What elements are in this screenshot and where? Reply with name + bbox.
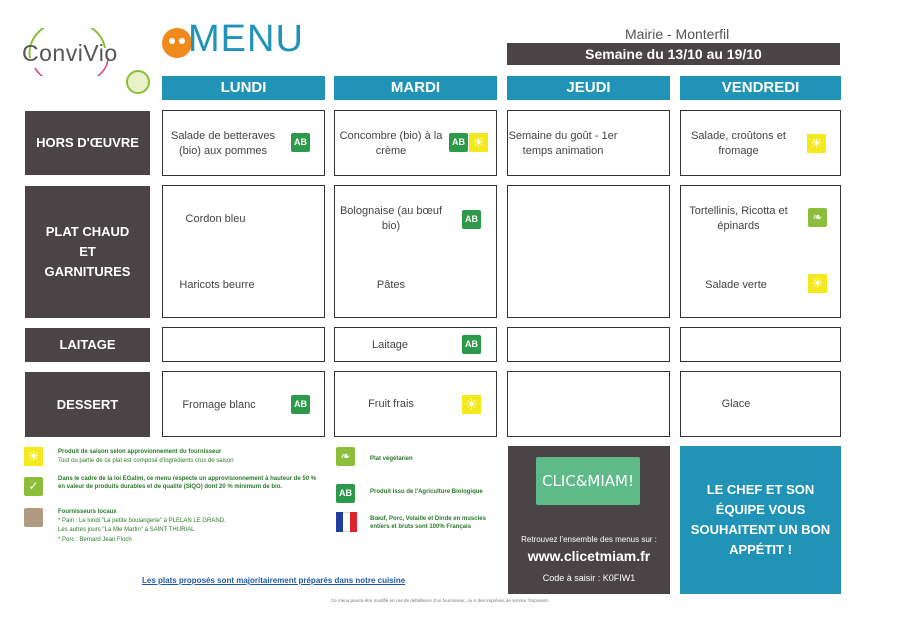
day-header-mardi: MARDI — [334, 76, 497, 100]
footer-disclaimer: Ce menu pourra être modifié en cas de défaillance d'un fournisseur, ou si des imprévus de service l'imposent. — [330, 598, 550, 603]
cell-hors-mardi — [334, 110, 497, 176]
dish-text: Semaine du goût - 1er temps animation — [508, 130, 618, 157]
fruit-logo-icon — [126, 70, 150, 94]
bio-ab-icon: AB — [291, 395, 310, 414]
bio-ab-icon: AB — [462, 335, 481, 354]
season-sun-icon: ☀ — [462, 395, 481, 414]
cell-laitage-mardi — [334, 327, 497, 362]
location-label: Mairie - Monterfil — [625, 26, 730, 42]
dish-text: Laitage — [371, 339, 409, 351]
cell-laitage-vendredi — [680, 327, 841, 362]
cell-dessert-mardi — [334, 371, 497, 437]
chef-message: LE CHEF ET SON ÉQUIPE VOUS SOUHAITENT UN BON APPÉTIT ! — [690, 482, 831, 557]
row-header-dessert: DESSERT — [25, 372, 150, 437]
vegetarian-leaf-icon: ❧ — [336, 447, 355, 466]
clicetmiam-url-link[interactable]: www.clicetmiam.fr — [527, 548, 651, 564]
day-header-lundi: LUNDI — [162, 76, 325, 100]
season-sun-icon: ☀ — [24, 447, 43, 466]
cell-laitage-jeudi — [507, 327, 670, 362]
bio-ab-icon: AB — [449, 133, 468, 152]
cell-plat-lundi — [162, 185, 325, 318]
cell-laitage-lundi — [162, 327, 325, 362]
dish-text: Tortellinis, Ricotta et épinards — [689, 205, 788, 232]
dish-text: Fruit frais — [368, 398, 414, 410]
chef-message-panel — [680, 446, 841, 594]
cell-plat-jeudi — [507, 185, 670, 318]
french-flag-icon — [336, 512, 357, 532]
day-header-jeudi: JEUDI — [507, 76, 670, 100]
week-banner: Semaine du 13/10 au 19/10 — [507, 43, 840, 65]
vegetarian-leaf-icon: ❧ — [808, 208, 827, 227]
row-header-hors-doeuvre: HORS D'ŒUVRE — [25, 111, 150, 175]
retrouvez-text: Retrouvez l'ensemble des menus sur : — [521, 535, 657, 544]
dish-text: Bolognaise (au bœuf bio) — [339, 205, 443, 232]
footer-note: Les plats proposés sont majoritairement préparés dans notre cuisine — [142, 576, 406, 585]
bio-ab-icon: AB — [336, 484, 355, 503]
cell-plat-vendredi — [680, 185, 841, 318]
dish-text: Salade, croûtons et fromage — [691, 130, 786, 157]
day-header-vendredi: VENDREDI — [680, 76, 841, 100]
legend-fournisseur-3: * Porc : Bernard Jean Floch — [58, 537, 132, 543]
season-sun-icon: ☀ — [808, 274, 827, 293]
convivio-logo: ConviVio — [22, 40, 118, 66]
dish-text: Fromage blanc — [182, 399, 256, 411]
legend-fournisseurs-title: Fournisseurs locaux — [58, 509, 117, 515]
egalim-check-icon: ✓ — [24, 477, 43, 496]
dish-text: Concombre (bio) à la crème — [339, 130, 443, 157]
dish-text: Pâtes — [376, 279, 406, 291]
season-sun-icon: ☀ — [807, 134, 826, 153]
cell-hors-jeudi — [507, 110, 670, 176]
cell-dessert-vendredi — [680, 371, 841, 437]
bio-ab-icon: AB — [462, 210, 481, 229]
legend-saison-text: Tout ou partie de ce plat est composé d'ingrédients crus de saison — [58, 458, 234, 464]
bio-ab-icon: AB — [291, 133, 310, 152]
cell-plat-mardi — [334, 185, 497, 318]
legend-saison-title: Produit de saison selon approvionnement du fournisseur — [58, 449, 222, 455]
cell-hors-vendredi — [680, 110, 841, 176]
cell-hors-lundi — [162, 110, 325, 176]
legend-fournisseur-2: Les autres jours "La Mie Martin" à SAINT THURIAL — [58, 527, 195, 533]
legend-vegetarien: Plat végétarien — [370, 456, 413, 462]
cell-dessert-jeudi — [507, 371, 670, 437]
legend-fournisseur-1: * Pain : Le lundi "La petite boulangerie" à PLELAN LE GRAND. — [58, 518, 226, 524]
season-sun-icon: ☀ — [469, 133, 488, 152]
legend-egalim: Dans le cadre de la loi EGalim, ce menu respecte un approvisionnement à hauteur de 50 % en valeur de produits durables et de qualité (SIQO) dont 20 % minimum de bio. — [58, 476, 317, 490]
row-header-plat-chaud: PLAT CHAUD ET GARNITURES — [25, 186, 150, 318]
cell-dessert-lundi — [162, 371, 325, 437]
dish-text: Haricots beurre — [179, 279, 255, 291]
legend-bio: Produit issu de l'Agriculture Biologique — [370, 489, 483, 495]
row-header-laitage: LAITAGE — [25, 328, 150, 362]
legend-francais: Bœuf, Porc, Volaille et Dinde en muscles entiers et bruts sont 100% Français — [370, 516, 486, 530]
dish-text: Salade de betteraves (bio) aux pommes — [171, 130, 275, 157]
dish-text: Glace — [721, 398, 751, 410]
access-code: Code à saisir : K0FIW1 — [542, 573, 636, 583]
dish-text: Salade verte — [705, 279, 767, 291]
menu-title: MENU — [188, 18, 304, 60]
clicetmiam-logo: CLIC&MIAM! — [536, 457, 640, 505]
tractor-icon — [24, 508, 43, 527]
dish-text: Cordon bleu — [185, 213, 246, 225]
